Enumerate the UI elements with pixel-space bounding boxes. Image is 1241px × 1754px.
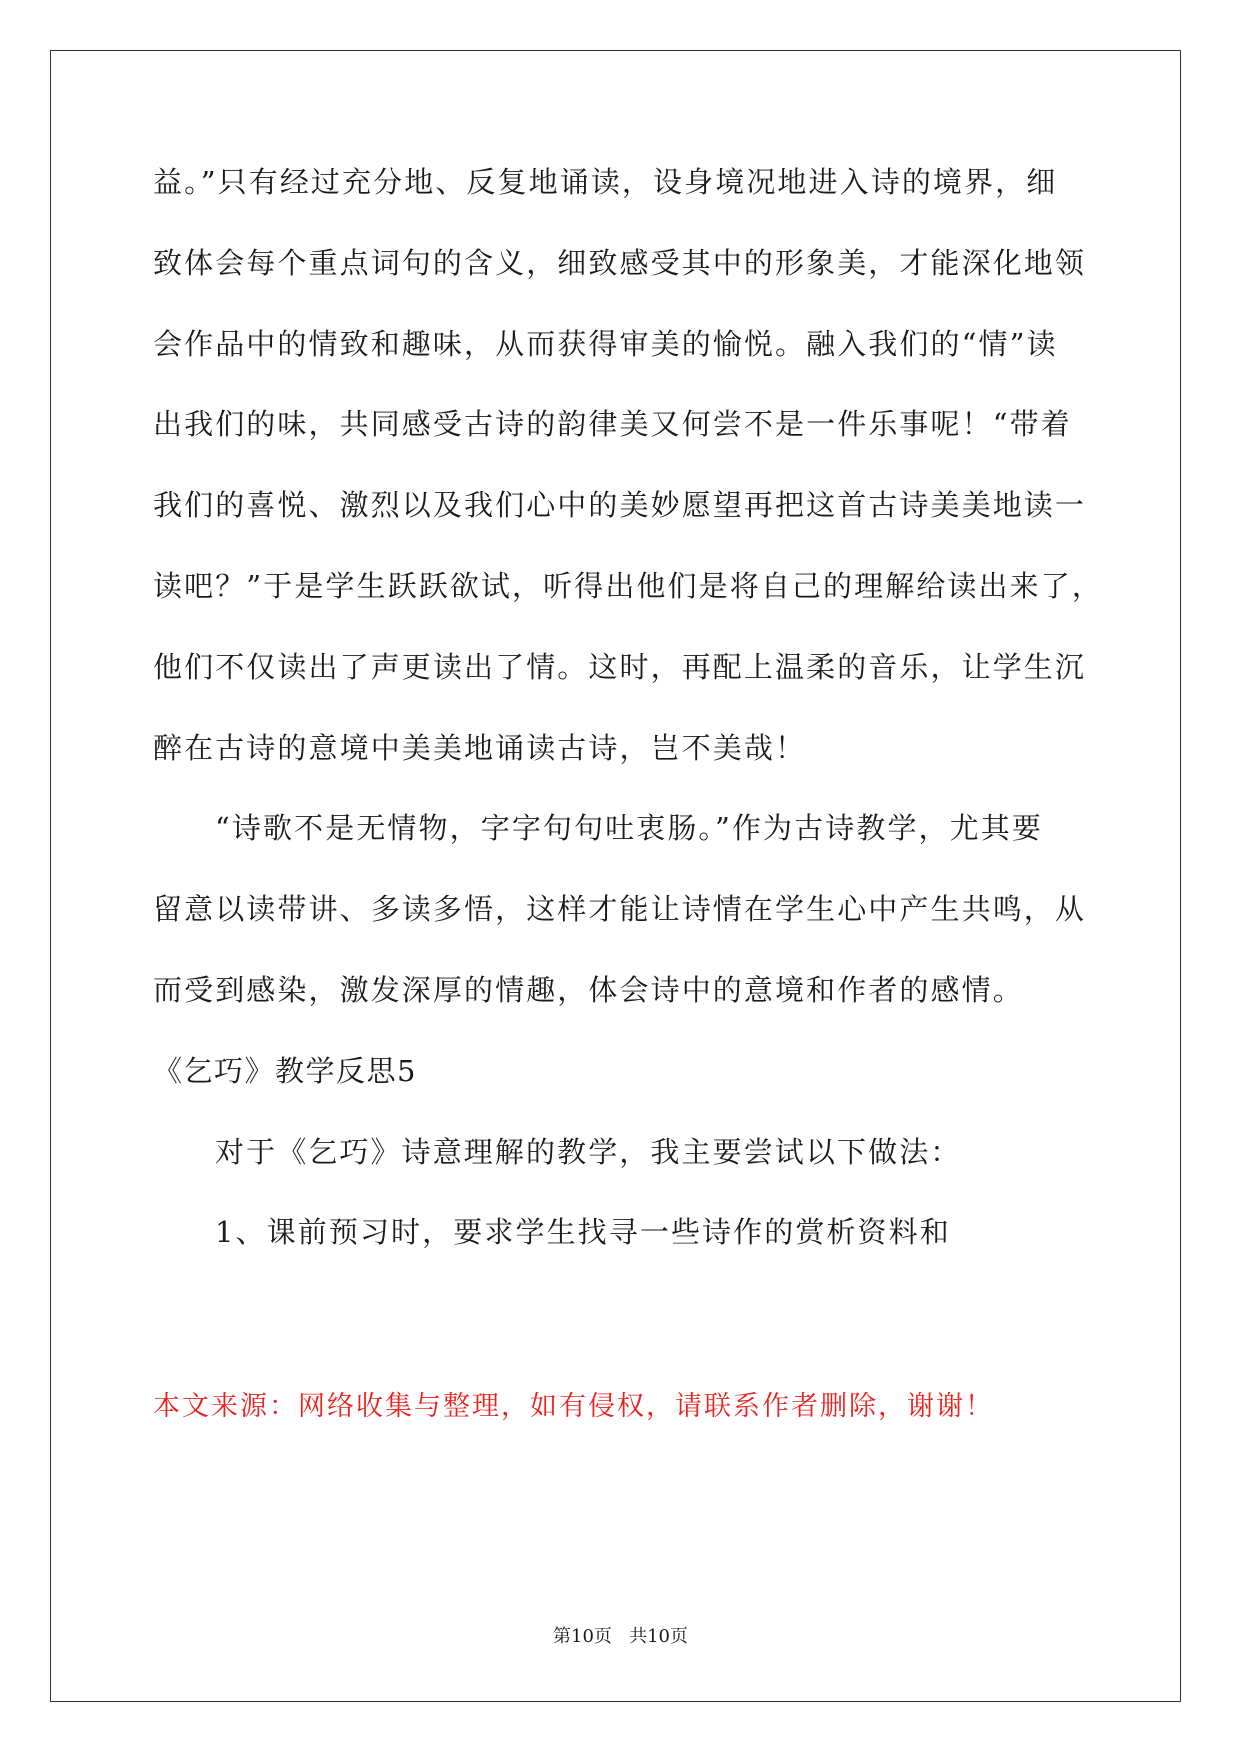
paragraph-line: 读吧？”于是学生跃跃欲试，听得出他们是将自己的理解给读出来了， — [153, 568, 1103, 603]
paragraph-line: “诗歌不是无情物，字字句句吐衷肠。”作为古诗教学，尤其要 — [215, 811, 1043, 846]
paragraph-line: 出我们的味，共同感受古诗的韵律美又何尝不是一件乐事呢！“带着 — [153, 407, 1072, 442]
paragraph-line: 益。”只有经过充分地、反复地诵读，设身境况地进入诗的境界，细 — [153, 165, 1058, 199]
source-note: 本文来源：网络收集与整理，如有侵权，请联系作者删除，谢谢！ — [153, 1391, 994, 1422]
document-body — [153, 162, 1103, 1293]
section-heading: 《乞巧》教学反思5 — [153, 1053, 417, 1088]
paragraph-line: 他们不仅读出了声更读出了情。这时，再配上温柔的音乐，让学生沉 — [153, 649, 1087, 684]
paragraph-line: 会作品中的情致和趣味，从而获得审美的愉悦。融入我们的“情”读 — [153, 326, 1058, 361]
paragraph-line: 我们的喜悦、激烈以及我们心中的美妙愿望再把这首古诗美美地读一 — [153, 488, 1087, 523]
paragraph-line: 致体会每个重点词句的含义，细致感受其中的形象美，才能深化地领 — [153, 245, 1087, 280]
paragraph-line: 留意以读带讲、多读多悟，这样才能让诗情在学生心中产生共鸣，从 — [153, 892, 1087, 927]
page-number-footer: 第10页 共10页 — [553, 1626, 688, 1647]
intro-line: 对于《乞巧》诗意理解的教学，我主要尝试以下做法： — [215, 1134, 962, 1169]
paragraph-line: 醉在古诗的意境中美美地诵读古诗，岂不美哉！ — [153, 730, 807, 765]
paragraph-line: 而受到感染，激发深厚的情趣，体会诗中的意境和作者的感情。 — [153, 972, 1024, 1007]
list-item: 1、课前预习时，要求学生找寻一些诗作的赏析资料和 — [215, 1215, 951, 1250]
